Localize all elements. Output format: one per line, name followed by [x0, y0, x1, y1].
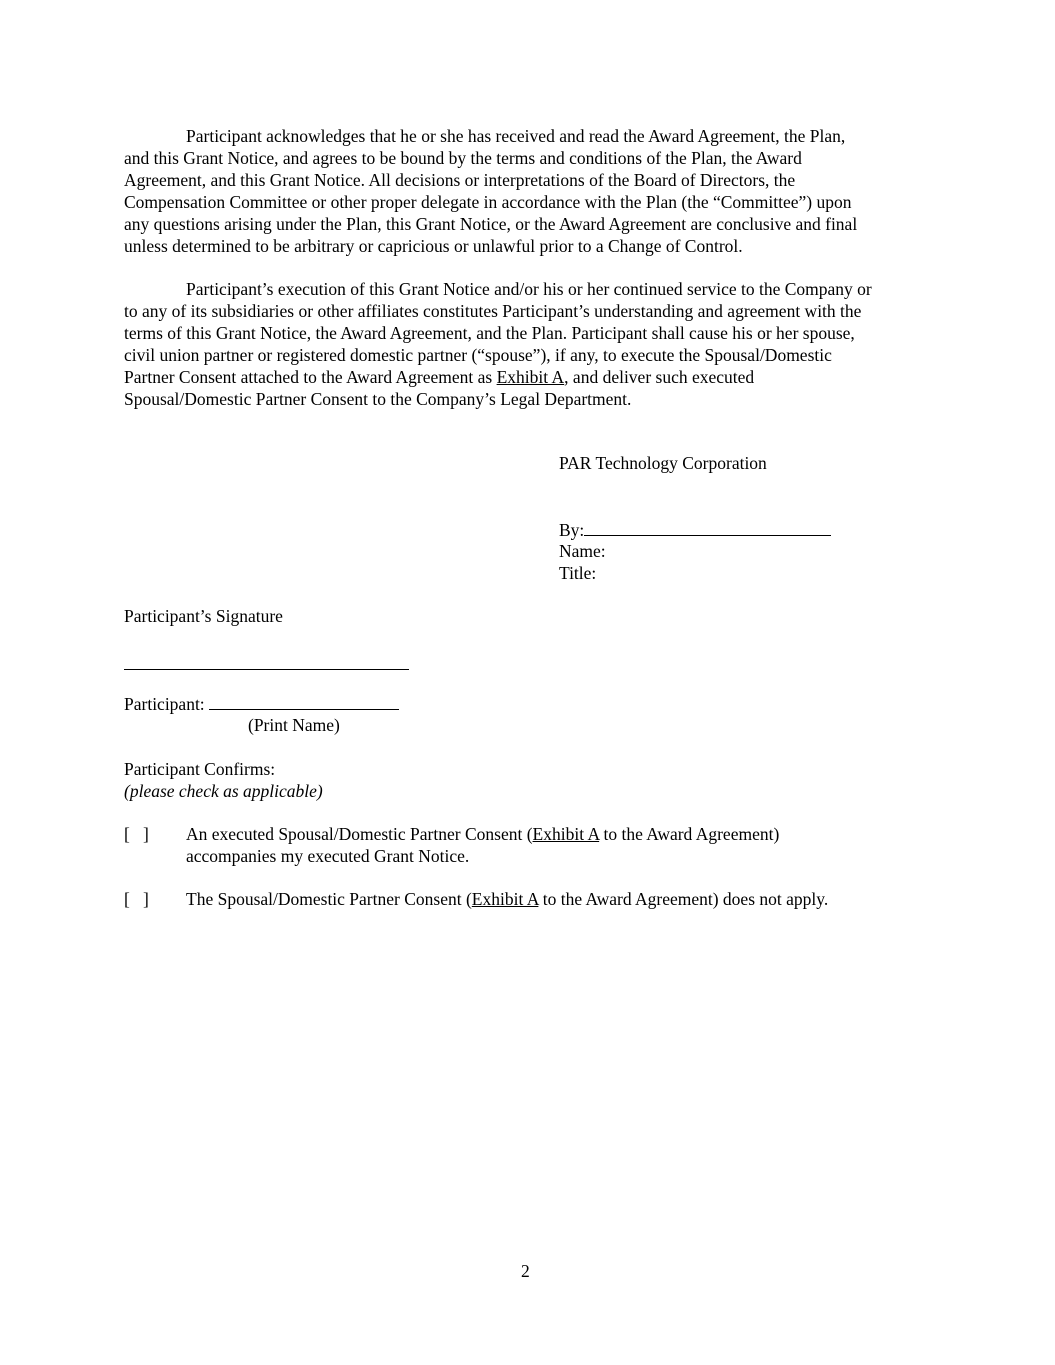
checklist-line [186, 888, 828, 910]
text-run: to the Award Agreement) [599, 824, 780, 844]
company-name: PAR Technology Corporation [559, 453, 767, 473]
exhibit-a-reference: Exhibit A [496, 367, 565, 387]
checklist-item-consent-accompanies [186, 823, 779, 867]
print-name-label: (Print Name) [248, 715, 340, 735]
exhibit-a-reference: Exhibit A [471, 889, 539, 909]
checkbox-consent-accompanies[interactable]: [ ] [124, 824, 149, 844]
text-run: to the Award Agreement) does not apply. [538, 889, 829, 909]
by-label: By: [559, 520, 585, 540]
paragraph-line: Spousal/Domestic Partner Consent to the Company’s Legal Department. [124, 389, 632, 409]
participant-signature-line[interactable] [124, 652, 409, 670]
text-run: An executed Spousal/Domestic Partner Consent ( [186, 824, 533, 844]
paragraph-line: terms of this Grant Notice, the Award Agreement, and the Plan. Participant shall cause his or her spouse, [124, 323, 855, 343]
paragraph-line [124, 366, 872, 388]
paragraph-line: to any of its subsidiaries or other affiliates constitutes Participant’s understanding and agreement with the [124, 301, 862, 321]
checkbox-consent-not-apply[interactable]: [ ] [124, 889, 149, 909]
checklist-item-consent-not-apply [186, 888, 828, 910]
company-title-label: Title: [559, 563, 597, 583]
participant-signature-label: Participant’s Signature [124, 606, 283, 626]
paragraph-execution [124, 278, 872, 410]
company-signature-line[interactable] [584, 518, 831, 536]
paragraph-line: unless determined to be arbitrary or capricious or unlawful prior to a Change of Control. [124, 236, 743, 256]
participant-confirms-hint: (please check as applicable) [124, 781, 323, 801]
paragraph-line: Participant’s execution of this Grant Notice and/or his or her continued service to the Company or [186, 279, 872, 299]
text-run: The Spousal/Domestic Partner Consent ( [186, 889, 472, 909]
text-run: Partner Consent attached to the Award Agreement as [124, 367, 497, 387]
participant-label: Participant: [124, 694, 210, 714]
company-by-line [559, 518, 831, 541]
exhibit-a-reference: Exhibit A [532, 824, 600, 844]
company-name-label: Name: [559, 541, 606, 561]
paragraph-acknowledgement [124, 125, 857, 257]
participant-confirms-label: Participant Confirms: [124, 759, 276, 779]
participant-print-name-row [124, 692, 399, 715]
participant-name-line[interactable] [209, 692, 399, 710]
paragraph-line: civil union partner or registered domestic partner (“spouse”), if any, to execute the Spousal/Domestic [124, 345, 832, 365]
text-run: , and deliver such executed [564, 367, 755, 387]
paragraph-line: any questions arising under the Plan, this Grant Notice, or the Award Agreement are conclusive and final [124, 214, 858, 234]
checklist-line: accompanies my executed Grant Notice. [186, 846, 470, 866]
page-number: 2 [521, 1261, 530, 1281]
paragraph-line: Compensation Committee or other proper delegate in accordance with the Plan (the “Committee”) upon [124, 192, 852, 212]
checklist-line [186, 823, 779, 845]
paragraph-line: Participant acknowledges that he or she has received and read the Award Agreement, the Plan, [186, 126, 846, 146]
paragraph-line: and this Grant Notice, and agrees to be bound by the terms and conditions of the Plan, the Award [124, 148, 802, 168]
paragraph-line: Agreement, and this Grant Notice. All decisions or interpretations of the Board of Directors, the [124, 170, 796, 190]
